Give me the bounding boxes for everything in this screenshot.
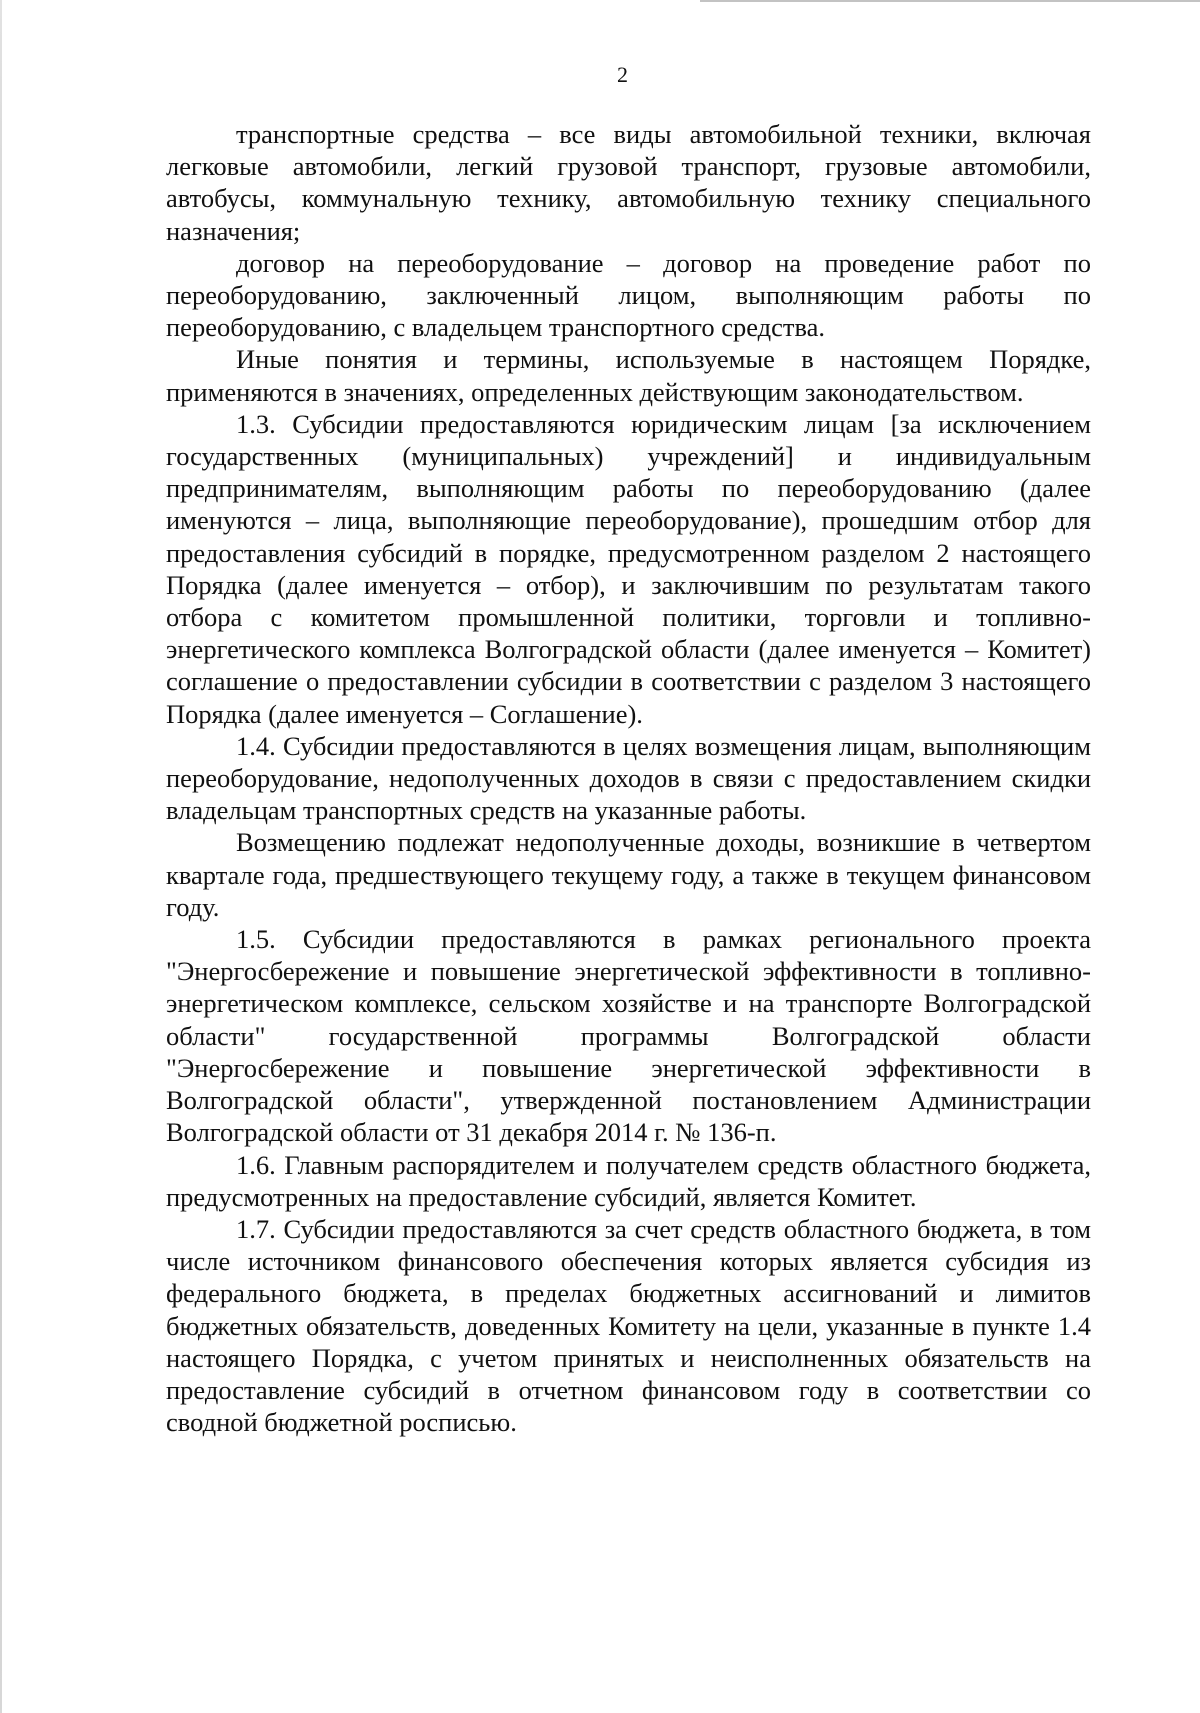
paragraph-definition-vehicles: транспортные средства – все виды автомобильной техники, включая легковые автомобили, легкий грузовой транспорт, грузовые автомобили, автобусы, коммунальную технику, автомобильную технику специального назначения; [166, 119, 1091, 246]
page-number: 2 [617, 62, 628, 87]
paragraph-definition-contract: договор на переоборудование – договор на проведение работ по переоборудованию, заключенный лицом, выполняющим работы по переоборудованию, с владельцем транспортного средства. [166, 247, 1091, 343]
paragraph-1-4: 1.4. Субсидии предоставляются в целях возмещения лицам, выполняющим переоборудование, недополученных доходов в связи с предоставлением скидки владельцам транспортных средств на указанные работы. [166, 730, 1091, 826]
paragraph-1-5: 1.5. Субсидии предоставляются в рамках регионального проекта "Энергосбережение и повышение энергетической эффективности в топливно-энергетическом комплексе, сельском хозяйстве и на транспорте Волгоградской области" государственной программы Волгоградской области "Энергосбережение и повышение энергетической эффективности в Волгоградской области", утвержденной постановлением Администрации Волгоградской области от 31 декабря 2014 г. № 136-п. [166, 924, 1091, 1148]
paragraph-compensation: Возмещению подлежат недополученные доходы, возникшие в четвертом квартале года, предшествующего текущему году, а также в текущем финансовом году. [166, 827, 1091, 922]
paragraph-1-6: 1.6. Главным распорядителем и получателем средств областного бюджета, предусмотренных на предоставление субсидий, является Комитет. [166, 1149, 1091, 1212]
scan-edge-left [0, 0, 2, 1713]
document-body [166, 118, 1091, 1438]
paragraph-other-terms: Иные понятия и термины, используемые в настоящем Порядке, применяются в значениях, определенных действующим законодательством. [166, 344, 1091, 407]
paragraph-1-3: 1.3. Субсидии предоставляются юридическим лицам [за исключением государственных (муниципальных) учреждений] и индивидуальным предпринимателям, выполняющим работы по переоборудованию (далее именуются – лица, выполняющие переоборудование), прошедшим отбор для предоставления субсидий в порядке, предусмотренном разделом 2 настоящего Порядка (далее именуется – отбор), и заключившим по результатам такого отбора с комитетом промышленной политики, торговли и топливно-энергетического комплекса Волгоградской области (далее именуется – Комитет) соглашение о предоставлении субсидии в соответствии с разделом 3 настоящего Порядка (далее именуется – Соглашение). [166, 408, 1091, 729]
paragraph-1-7: 1.7. Субсидии предоставляются за счет средств областного бюджета, в том числе источником финансового обеспечения которых является субсидия из федерального бюджета, в пределах бюджетных ассигнований и лимитов бюджетных обязательств, доведенных Комитету на цели, указанные в пункте 1.4 настоящего Порядка, с учетом принятых и неисполненных обязательств на предоставление субсидий в отчетном финансовом году в соответствии со сводной бюджетной росписью. [166, 1213, 1091, 1438]
scan-edge-top [700, 0, 1200, 2]
